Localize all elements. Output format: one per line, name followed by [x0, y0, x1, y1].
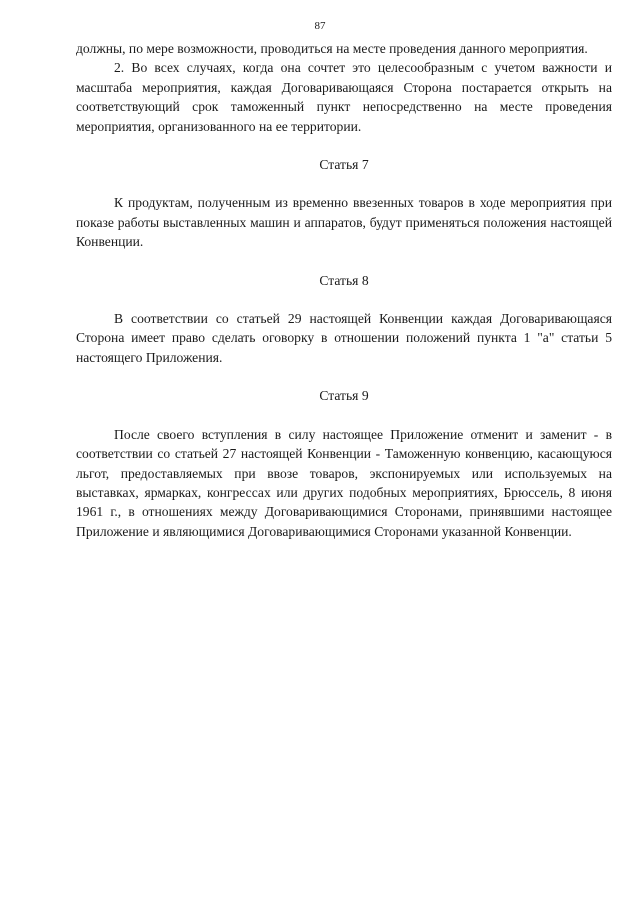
- heading-article-8: Статья 8: [319, 272, 369, 288]
- paragraph-article-7: К продуктам, полученным из временно ввезенных товаров в ходе мероприятия при показе работы выставленных машин и аппаратов, будут применяться положения настоящей Конвенции.: [76, 195, 612, 250]
- heading-article-9: Статья 9: [319, 388, 369, 404]
- heading-article-7: Статья 7: [319, 157, 369, 173]
- page-number: 87: [314, 20, 326, 32]
- paragraph-article-8: В соответствии со статьей 29 настоящей Конвенции каждая Договаривающаяся Сторона имеет право сделать оговорку в отношении положений пункта 1 "а" статьи 5 настоящего Приложения.: [76, 311, 612, 365]
- document-body: [76, 39, 612, 541]
- paragraph-continuation: должны, по мере возможности, проводиться на месте проведения данного мероприятия.: [76, 41, 588, 56]
- paragraph-item-2: 2. Во всех случаях, когда она сочтет это целесообразным с учетом важности и масштаба мероприятия, каждая Договаривающаяся Сторона постарается открыть на соответствующий срок таможенный пункт непосредственно на месте проведения мероприятия, организованного на ее территории.: [76, 60, 612, 134]
- paragraph-article-9: После своего вступления в силу настоящее Приложение отменит и заменит - в соответствии со статьей 27 настоящей Конвенции - Таможенную конвенцию, касающуюся льгот, предоставляемых при ввозе товаров, экспонируемых или используемых на выставках, ярмарках, конгрессах или других подобных мероприятиях, Брюссель, 8 июня 1961 г., в отношениях между Договаривающимися Сторонами, принявшими настоящее Приложение и являющимися Договаривающимися Сторонами указанной Конвенции.: [76, 426, 612, 539]
